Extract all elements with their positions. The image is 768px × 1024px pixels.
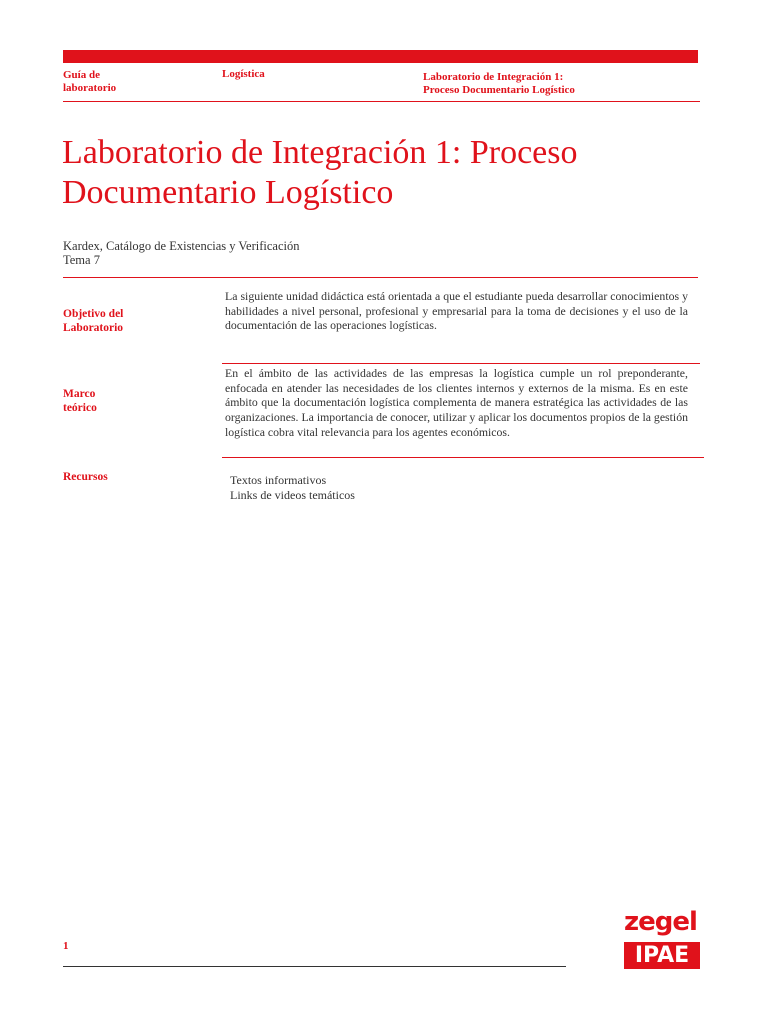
marco-label-line1: Marco xyxy=(63,388,96,400)
logo-zegel-text: zegel xyxy=(624,907,697,937)
page-title-line1: Laboratorio de Integración 1: Proceso xyxy=(62,134,578,171)
header-guide-line1: Guía de xyxy=(63,69,100,81)
logo-ipae-text: IPAE xyxy=(624,942,700,969)
header-lab-line1: Laboratorio de Integración 1: xyxy=(423,71,564,83)
zegel-ipae-logo xyxy=(622,907,702,971)
section-divider xyxy=(222,457,704,458)
header-lab-line2: Proceso Documentario Logístico xyxy=(423,84,575,96)
header-lab-title xyxy=(423,71,575,97)
header-bar xyxy=(63,50,698,63)
list-item: Textos informativos xyxy=(230,473,327,487)
objetivo-label-line2: Laboratorio xyxy=(63,322,124,334)
topic-name: Kardex, Catálogo de Existencias y Verificación xyxy=(63,239,300,253)
objetivo-text: La siguiente unidad didáctica está orientada a que el estudiante pueda desarrollar conocimientos y habilidades a nivel personal, profesional y empresarial para la toma de decisiones y el uso de la documentación de las operaciones logísticas. xyxy=(225,289,688,333)
marco-label xyxy=(63,387,183,415)
objetivo-label xyxy=(63,307,183,335)
page-number: 1 xyxy=(63,940,69,952)
page-title xyxy=(62,133,722,213)
section-divider xyxy=(63,277,698,278)
marco-text: En el ámbito de las actividades de las empresas la logística cumple un rol preponderante, enfocada en atender las necesidades de los clientes internos y externos de la misma. Es en este ámbito que la documentación logística complementa de manera estratégica las actividades de las organizaciones. La importancia de conocer, utilizar y aplicar los documentos propios de la gestión logística cobra vital relevancia para los agentes económicos. xyxy=(225,366,688,439)
header-guide-label xyxy=(63,69,116,95)
topic-number: Tema 7 xyxy=(63,253,100,267)
header-course-label: Logística xyxy=(222,68,265,80)
header-guide-line2: laboratorio xyxy=(63,82,117,94)
header-divider xyxy=(63,101,700,102)
section-divider xyxy=(222,363,700,364)
footer-divider xyxy=(63,966,566,967)
topic-subtitle xyxy=(63,239,300,267)
marco-label-line2: teórico xyxy=(63,402,97,414)
list-item: Links de videos temáticos xyxy=(230,488,355,502)
page-title-line2: Documentario Logístico xyxy=(62,174,394,211)
recursos-label: Recursos xyxy=(63,471,108,483)
recursos-list xyxy=(230,473,355,503)
objetivo-label-line1: Objetivo del xyxy=(63,308,124,320)
